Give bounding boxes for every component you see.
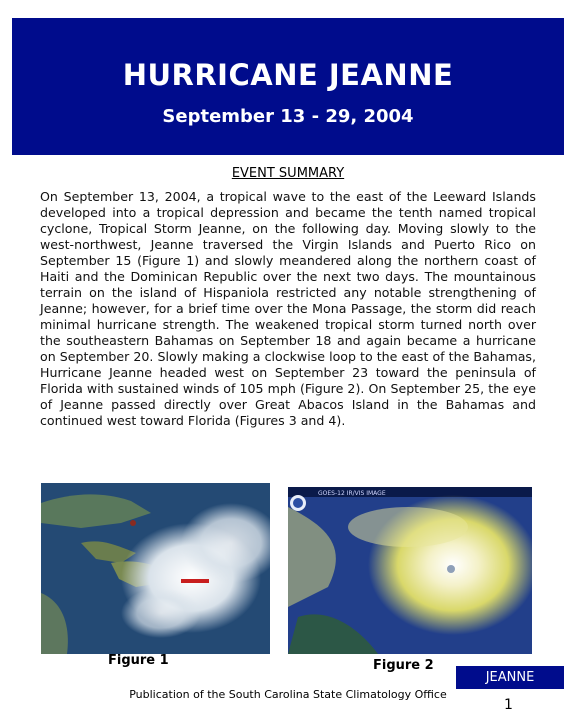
figure-2-satellite-image: [288, 487, 532, 654]
title-banner: [12, 18, 564, 155]
page-number: 1: [504, 697, 513, 713]
publication-footer: Publication of the South Carolina State Climatology Office: [129, 688, 447, 701]
figure-2-caption: Figure 2: [373, 658, 434, 673]
event-dates: September 13 - 29, 2004: [162, 106, 414, 127]
event-summary-heading: EVENT SUMMARY: [231, 166, 345, 181]
figure-1-caption: Figure 1: [108, 653, 169, 668]
section-tag: JEANNE: [456, 666, 564, 689]
figure-2-header-text: GOES-12 IR/VIS IMAGE: [318, 490, 386, 497]
figure-1-satellite-image: [41, 483, 270, 654]
event-summary-text: On September 13, 2004, a tropical wave to the east of the Leeward Islands developed into a tropical depression and became the tenth named tropical cyclone, Tropical Storm Jeanne, on the following day. Moving slowly to the west-northwest, Jeanne traversed the Virgin Islands and Puerto Rico on September 15 (Figure 1) and slowly meandered along the northern coast of Haiti and the Dominican Republic over the next two days. The mountainous terrain on the island of Hispaniola restricted any notable strengthening of Jeanne; however, for a brief time over the Mona Passage, the storm did reach minimal hurricane strength. The weakened tropical storm turned north over the southeastern Bahamas on September 18 and again became a hurricane on September 20. Slowly making a clockwise loop to the east of the Bahamas, Hurricane Jeanne headed west on September 23 toward the peninsula of Florida with sustained winds of 105 mph (Figure 2). On September 25, the eye of Jeanne passed directly over Great Abacos Island in the Bahamas and continued west toward Florida (Figures 3 and 4).: [40, 189, 536, 428]
figure-1-graphic: [41, 483, 270, 654]
page-title: HURRICANE JEANNE: [122, 58, 454, 92]
figure-2-graphic: [288, 487, 532, 654]
